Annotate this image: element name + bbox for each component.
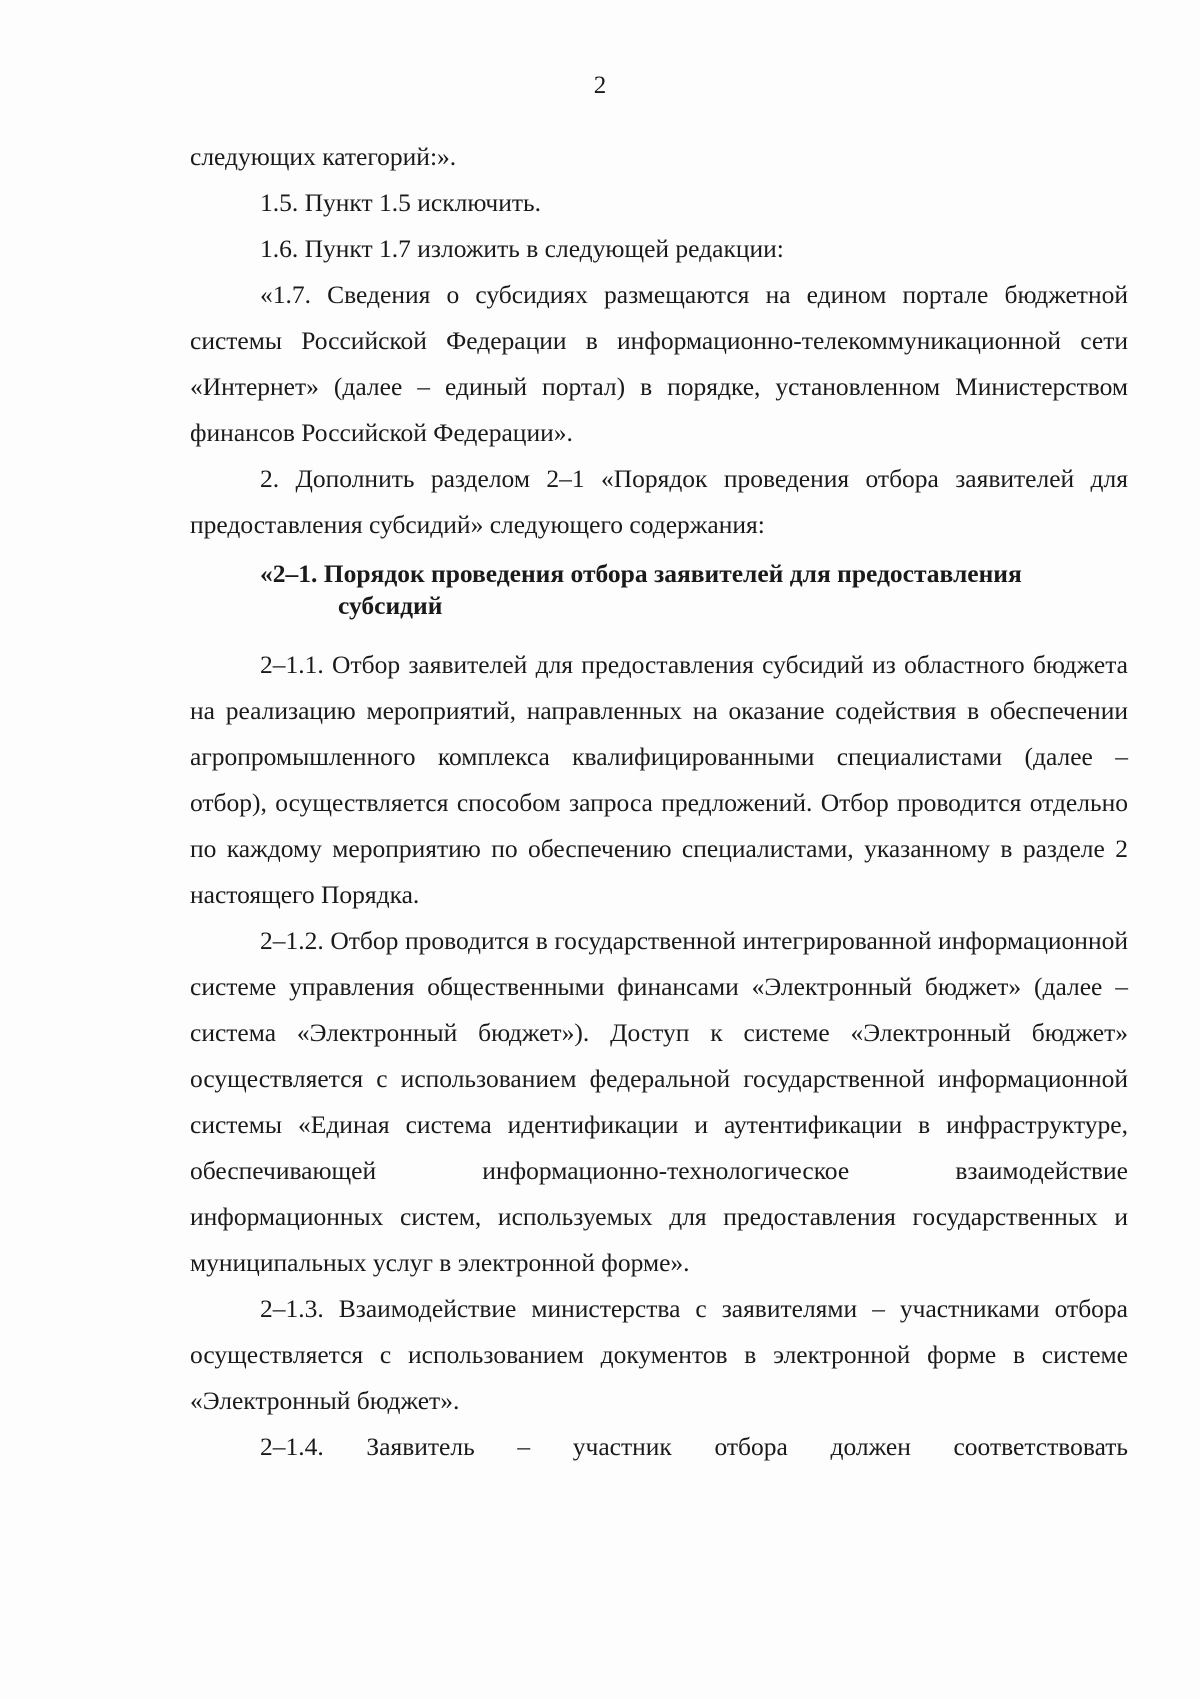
paragraph-item-1-7: «1.7. Сведения о субсидиях размещаются на едином портале бюджетной системы Российской Федерации в информационно-телекоммуникационной сети «Интернет» (далее – единый портал) в порядке, установленном Министерством финансов Российской Федерации». (190, 280, 1128, 447)
paragraph-2-1-2: 2–1.2. Отбор проводится в государственной интегрированной информационной системе управления общественными финансами «Электронный бюджет» (далее – система «Электронный бюджет»). Доступ к системе «Электронный бюджет» осуществляется с использованием федеральной государственной информационной системы «Единая система идентификации и аутентификации в инфраструктуре, обеспечивающей информационно-технологическое взаимодействие информационных систем, используемых для предоставления государственных и муниципальных услуг в электронной форме». (190, 926, 1128, 1277)
paragraph-item-2: 2. Дополнить разделом 2–1 «Порядок проведения отбора заявителей для предоставления субсидий» следующего содержания: (190, 464, 1128, 539)
paragraph-2-1-3: 2–1.3. Взаимодействие министерства с заявителями – участниками отбора осуществляется с использованием документов в электронной форме в системе «Электронный бюджет». (190, 1294, 1128, 1415)
paragraph-item-1-5: 1.5. Пункт 1.5 исключить. (260, 188, 542, 217)
section-heading-line2: субсидий (338, 591, 443, 620)
section-heading-line1: «2–1. Порядок проведения отбора заявителей для предоставления (260, 559, 1022, 588)
paragraph-2-1-4: 2–1.4. Заявитель – участник отбора должен соответствовать (260, 1432, 1128, 1461)
paragraph-2-1-1: 2–1.1. Отбор заявителей для предоставления субсидий из областного бюджета на реализацию мероприятий, направленных на оказание содействия в обеспечении агропромышленного комплекса квалифицированными специалистами (далее – отбор), осуществляется способом запроса предложений. Отбор проводится отдельно по каждому мероприятию по обеспечению специалистами, указанному в разделе 2 настоящего Порядка. (190, 650, 1128, 909)
document-body (190, 134, 1128, 1470)
page-number: 2 (593, 72, 607, 99)
paragraph-item-1-6: 1.6. Пункт 1.7 изложить в следующей редакции: (260, 234, 784, 263)
paragraph-continuation: следующих категорий:». (190, 142, 457, 171)
section-heading (190, 558, 1128, 622)
